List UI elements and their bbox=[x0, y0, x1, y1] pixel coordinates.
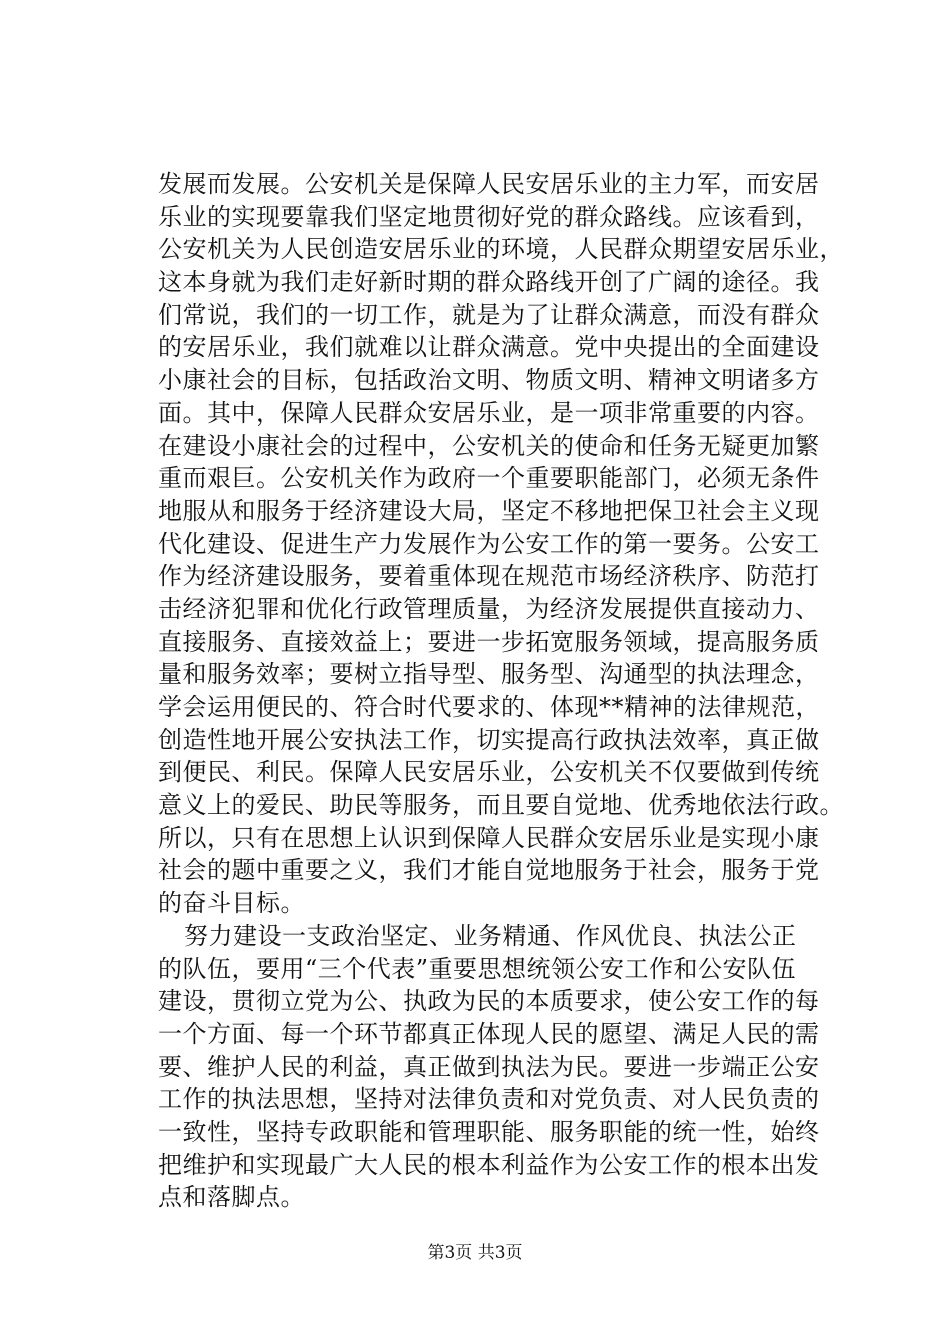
text-line: 要、维护人民的利益，真正做到执法为民。要进一步端正公安 bbox=[158, 1052, 820, 1081]
text-line: 学会运用便民的、符合时代要求的、体现**精神的法律规范， bbox=[158, 693, 820, 721]
text-line: 的奋斗目标。 bbox=[158, 889, 305, 918]
text-line: 代化建设、促进生产力发展作为公安工作的第一要务。公安工 bbox=[158, 529, 820, 558]
text-line: 的队伍，要用“三个代表”重要思想统领公安工作和公安队伍 bbox=[158, 954, 797, 983]
text-line: 小康社会的目标，包括政治文明、物质文明、精神文明诸多方 bbox=[158, 366, 820, 395]
text-line: 公安机关为人民创造安居乐业的环境，人民群众期望安居乐业， bbox=[158, 235, 844, 264]
paragraph-start-line: 努力建设一支政治坚定、业务精通、作风优良、执法公正 bbox=[184, 921, 797, 950]
text-line: 重而艰巨。公安机关作为政府一个重要职能部门，必须无条件 bbox=[158, 464, 820, 493]
text-line: 作为经济建设服务，要着重体现在规范市场经济秩序、防范打 bbox=[158, 562, 820, 591]
text-line: 一致性，坚持专政职能和管理职能、服务职能的统一性，始终 bbox=[158, 1117, 820, 1146]
text-line: 点和落脚点。 bbox=[158, 1183, 305, 1212]
text-line: 发展而发展。公安机关是保障人民安居乐业的主力军，而安居 bbox=[158, 170, 820, 198]
text-line: 建设，贯彻立党为公、执政为民的本质要求，使公安工作的每 bbox=[158, 987, 820, 1016]
text-line: 量和服务效率；要树立指导型、服务型、沟通型的执法理念， bbox=[158, 660, 820, 689]
document-body bbox=[158, 168, 846, 1214]
text-line: 们常说，我们的一切工作，就是为了让群众满意，而没有群众 bbox=[158, 300, 820, 329]
text-line: 击经济犯罪和优化行政管理质量，为经济发展提供直接动力、 bbox=[158, 594, 820, 623]
text-line: 意义上的爱民、助民等服务，而且要自觉地、优秀地依法行政。 bbox=[158, 791, 844, 820]
text-line: 这本身就为我们走好新时期的群众路线开创了广阔的途径。我 bbox=[158, 268, 820, 297]
text-line: 一个方面、每一个环节都真正体现人民的愿望、满足人民的需 bbox=[158, 1019, 820, 1048]
text-line: 乐业的实现要靠我们坚定地贯彻好党的群众路线。应该看到， bbox=[158, 202, 820, 231]
text-line: 地服从和服务于经济建设大局，坚定不移地把保卫社会主义现 bbox=[158, 496, 820, 525]
text-line: 社会的题中重要之义，我们才能自觉地服务于社会，服务于党 bbox=[158, 856, 820, 885]
text-line: 到便民、利民。保障人民安居乐业，公安机关不仅要做到传统 bbox=[158, 758, 820, 787]
text-line: 直接服务、直接效益上；要进一步拓宽服务领域，提高服务质 bbox=[158, 627, 820, 656]
text-line: 创造性地开展公安执法工作，切实提高行政执法效率，真正做 bbox=[158, 725, 820, 754]
text-line: 的安居乐业，我们就难以让群众满意。党中央提出的全面建设 bbox=[158, 333, 820, 362]
page-number-footer: 第3页 共3页 bbox=[427, 1243, 523, 1263]
text-line: 把维护和实现最广大人民的根本利益作为公安工作的根本出发 bbox=[158, 1150, 820, 1179]
text-line: 面。其中，保障人民群众安居乐业，是一项非常重要的内容。 bbox=[158, 398, 820, 427]
text-line: 在建设小康社会的过程中，公安机关的使命和任务无疑更加繁 bbox=[158, 431, 820, 460]
text-line: 工作的执法思想，坚持对法律负责和对党负责、对人民负责的 bbox=[158, 1085, 820, 1114]
text-line: 所以，只有在思想上认识到保障人民群众安居乐业是实现小康 bbox=[158, 823, 820, 852]
